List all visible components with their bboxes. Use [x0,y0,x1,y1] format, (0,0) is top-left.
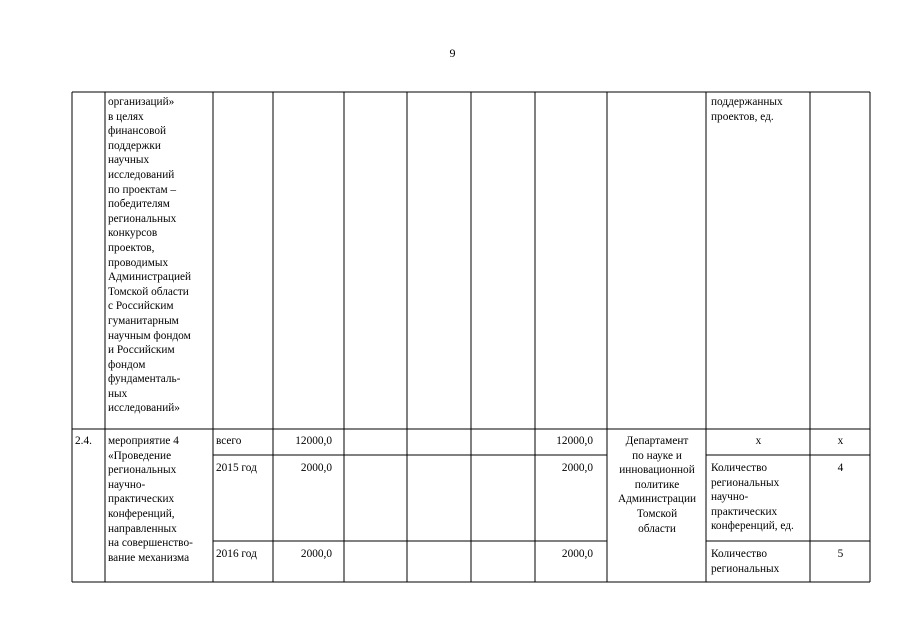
indicator-cell: Количество региональных научно- практических конференций, ед. [711,462,794,533]
indicator-cell: х [755,435,762,447]
regional-budget-cell: 2000,0 [561,462,593,474]
regional-budget-cell: 2000,0 [561,548,593,560]
indicator-cell: Количество региональных [711,548,780,575]
indicator-value-cell: х [837,435,844,447]
regional-budget-cell: 12000,0 [556,435,593,447]
page-number: 9 [449,46,456,60]
period-cell: 2016 год [216,548,257,560]
indicator-cell: поддержанных проектов, ед. [711,96,783,123]
indicator-value-cell: 4 [837,462,844,474]
total-amount-cell: 12000,0 [295,435,332,447]
indicator-value-cell: 5 [837,548,844,560]
total-amount-cell: 2000,0 [300,548,332,560]
period-cell: всего [216,435,242,447]
row-number-cell: 2.4. [75,435,92,447]
period-cell: 2015 год [216,462,257,474]
total-amount-cell: 2000,0 [300,462,332,474]
executor-cell: Департамент по науке и инновационной политике Администрации Томской области [617,435,697,535]
activity-name-cell: мероприятие 4 «Проведение региональных научно- практических конференций, направленных на совершенство- вание механизма [108,435,193,564]
activity-name-cell: организаций» в целях финансовой поддержки научных исследований по проектам – победителям региональных конкурсов проектов, проводимых Администрацией Томской области с Российским гуманитарным научным фондом и Российским фондом фундаменталь- ных исследований» [108,96,192,415]
